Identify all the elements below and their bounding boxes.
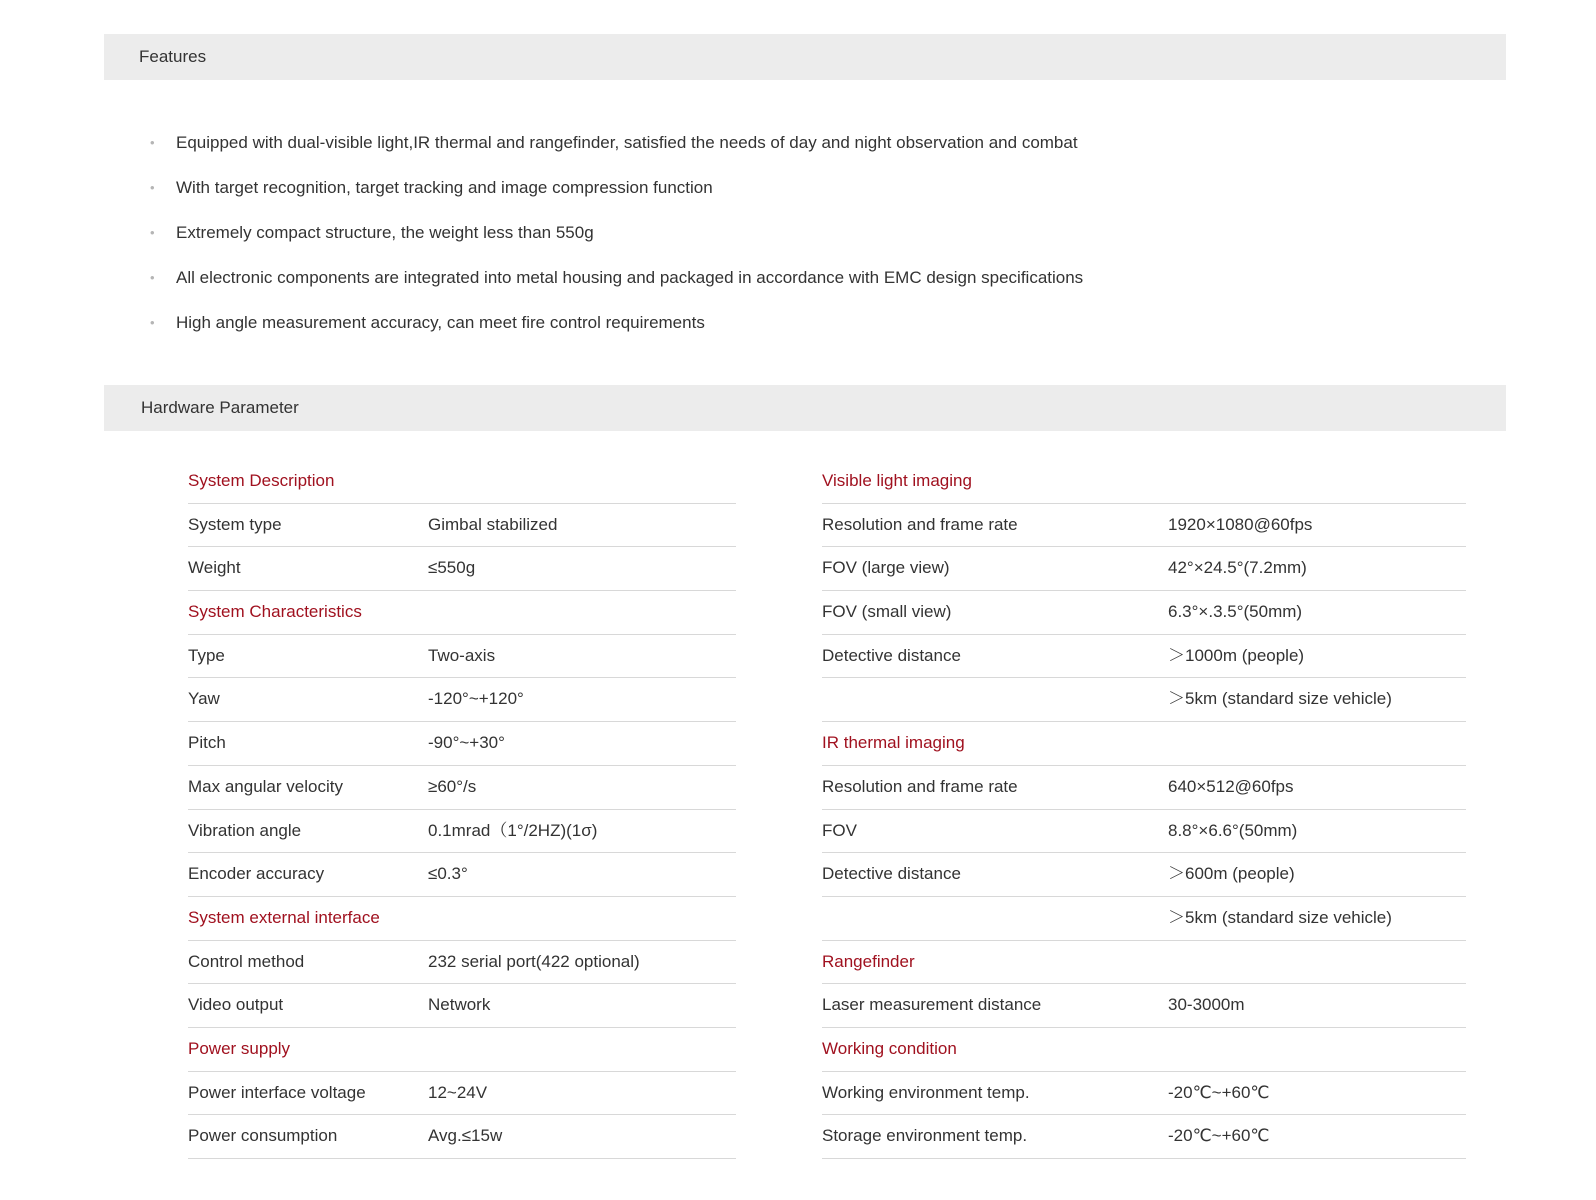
spec-label: Encoder accuracy — [188, 864, 325, 884]
feature-item — [150, 218, 1083, 263]
spec-row — [188, 1115, 736, 1159]
spec-label: Vibration angle — [188, 820, 302, 840]
spec-row — [822, 766, 1466, 810]
bullet-icon: • — [150, 315, 155, 330]
feature-text: High angle measurement accuracy, can meet fire control requirements — [176, 313, 705, 332]
spec-row — [822, 591, 1466, 635]
spec-row — [188, 547, 736, 591]
spec-label: FOV — [822, 820, 857, 840]
spec-row — [822, 635, 1466, 679]
spec-label: Resolution and frame rate — [822, 514, 1018, 534]
feature-item — [150, 128, 1083, 173]
spec-value: ＞5km (standard size vehicle) — [1168, 689, 1392, 709]
spec-group-heading: Working condition — [822, 1028, 1466, 1072]
spec-row — [188, 941, 736, 985]
spec-label: Power consumption — [188, 1126, 338, 1146]
spec-label: FOV (small view) — [822, 602, 952, 622]
spec-label: Yaw — [188, 689, 220, 709]
spec-row — [822, 1072, 1466, 1116]
spec-value: ≥60°/s — [428, 776, 477, 796]
spec-label: System type — [188, 514, 282, 534]
spec-row — [188, 678, 736, 722]
spec-label: Video output — [188, 995, 284, 1015]
spec-group-heading: System Description — [188, 460, 736, 504]
spec-value: ≤0.3° — [428, 864, 468, 884]
spec-value: ＞5km (standard size vehicle) — [1168, 907, 1392, 927]
spec-label: Laser measurement distance — [822, 995, 1042, 1015]
spec-label: Type — [188, 645, 225, 665]
spec-label: Detective distance — [822, 864, 961, 884]
spec-label: Resolution and frame rate — [822, 776, 1018, 796]
spec-value: -120°~+120° — [428, 689, 524, 709]
spec-value: 640×512@60fps — [1168, 776, 1294, 796]
spec-group-heading: Rangefinder — [822, 941, 1466, 985]
feature-text: All electronic components are integrated into metal housing and packaged in accordance with EMC design specifications — [176, 268, 1084, 287]
hardware-section-header — [104, 385, 1506, 431]
spec-label: Max angular velocity — [188, 776, 343, 796]
spec-label: Control method — [188, 951, 305, 971]
hardware-title: Hardware Parameter — [141, 398, 299, 417]
spec-value: 6.3°×.3.5°(50mm) — [1168, 602, 1303, 622]
features-section-header — [104, 34, 1506, 80]
spec-value: ＞1000m (people) — [1168, 645, 1305, 665]
spec-label: Working environment temp. — [822, 1082, 1030, 1102]
spec-value: Avg.≤15w — [428, 1126, 503, 1146]
feature-text: With target recognition, target tracking and image compression function — [176, 178, 713, 197]
features-list — [150, 128, 1083, 353]
features-title: Features — [139, 47, 207, 66]
spec-row — [188, 635, 736, 679]
spec-value: 1920×1080@60fps — [1168, 514, 1313, 534]
spec-value: 30-3000m — [1168, 995, 1245, 1015]
bullet-icon: • — [150, 225, 155, 240]
spec-label: Storage environment temp. — [822, 1126, 1028, 1146]
spec-value: Gimbal stabilized — [428, 514, 558, 534]
bullet-icon: • — [150, 270, 155, 285]
spec-row — [822, 897, 1466, 941]
spec-row — [188, 853, 736, 897]
spec-value: Network — [428, 995, 491, 1015]
feature-item — [150, 263, 1083, 308]
spec-row — [822, 984, 1466, 1028]
spec-value: ＞600m (people) — [1168, 864, 1295, 884]
spec-row — [822, 504, 1466, 548]
spec-row — [822, 547, 1466, 591]
bullet-icon: • — [150, 135, 155, 150]
spec-value: Two-axis — [428, 645, 496, 665]
spec-group-heading: IR thermal imaging — [822, 722, 1466, 766]
spec-row — [822, 678, 1466, 722]
spec-table-right — [822, 460, 1466, 1159]
spec-value: ≤550g — [428, 558, 476, 578]
spec-value: 12~24V — [428, 1082, 488, 1102]
spec-row — [822, 853, 1466, 897]
spec-label: FOV (large view) — [822, 558, 950, 578]
spec-row — [188, 722, 736, 766]
spec-row — [188, 504, 736, 548]
spec-value: -20℃~+60℃ — [1168, 1082, 1270, 1102]
feature-text: Extremely compact structure, the weight less than 550g — [176, 223, 594, 242]
spec-group-heading: System external interface — [188, 897, 736, 941]
spec-value: 8.8°×6.6°(50mm) — [1168, 820, 1298, 840]
spec-value: -20℃~+60℃ — [1168, 1126, 1270, 1146]
spec-row — [188, 984, 736, 1028]
spec-value: -90°~+30° — [428, 733, 505, 753]
spec-label: Power interface voltage — [188, 1082, 366, 1102]
spec-label: Pitch — [188, 733, 226, 753]
feature-text: Equipped with dual-visible light,IR thermal and rangefinder, satisfied the needs of day and night observation and combat — [176, 133, 1078, 152]
spec-row — [188, 766, 736, 810]
feature-item — [150, 173, 1083, 218]
spec-value: 0.1mrad（1°/2HZ)(1σ) — [428, 820, 598, 840]
spec-value: 42°×24.5°(7.2mm) — [1168, 558, 1307, 578]
spec-row — [822, 1115, 1466, 1159]
bullet-icon: • — [150, 180, 155, 195]
spec-group-heading: Visible light imaging — [822, 460, 1466, 504]
spec-label: Detective distance — [822, 645, 961, 665]
spec-value: 232 serial port(422 optional) — [428, 951, 640, 971]
spec-table-left — [188, 460, 736, 1159]
spec-row — [822, 810, 1466, 854]
spec-group-heading: System Characteristics — [188, 591, 736, 635]
spec-row — [188, 1072, 736, 1116]
spec-group-heading: Power supply — [188, 1028, 736, 1072]
spec-label: Weight — [188, 558, 241, 578]
feature-item — [150, 308, 1083, 353]
spec-row — [188, 810, 736, 854]
